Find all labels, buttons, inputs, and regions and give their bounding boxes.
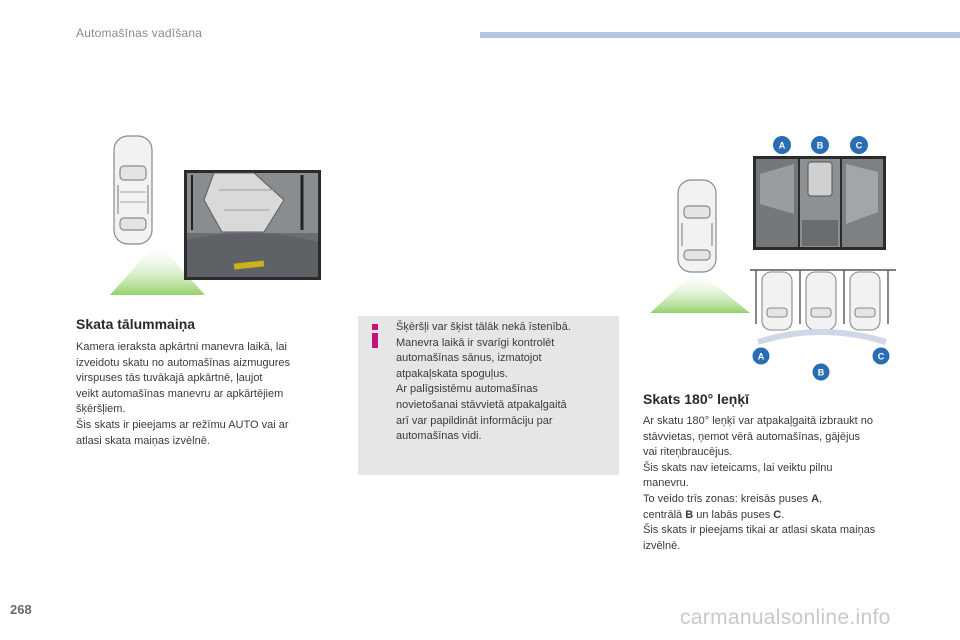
zone-badge-a-bottom [753, 348, 770, 365]
parked-car-center [806, 272, 836, 330]
parked-car-right [850, 272, 880, 330]
view-180-section-title: Skats 180° leņķī [643, 391, 749, 407]
paragraph-line: Šis skats nav ieteicams, lai veiktu pilnu [643, 461, 833, 474]
watermark: carmanualsonline.info [680, 606, 891, 629]
parked-car-left [762, 272, 792, 330]
info-note-text: Šķēršļi var šķist tālāk nekā īstenībā. Manevra laikā ir svarīgi kontrolēt automašīnas sānus, izmatojot atpakaļskata spoguļus. Ar palīgsistēmu automašīnas novietošanai stāvvietā atpakaļgaitā arī var papildināt informāciju par automašīnas vidi. [396, 321, 571, 443]
info-icon [368, 324, 382, 348]
zone-label-b: B [816, 140, 824, 151]
zone-badge-c [850, 136, 868, 154]
camera-zone-180 [650, 270, 750, 313]
panorama-screen [748, 134, 888, 252]
zone-c-ref: C [773, 508, 782, 521]
zone-badge-b-bottom [813, 364, 830, 381]
zone-b-ref: B [685, 508, 694, 521]
parking-zones-diagram [748, 262, 898, 384]
paragraph-line: centrālā [643, 508, 686, 521]
zone-badge-c-bottom [873, 348, 890, 365]
paragraph-line: un labās puses [693, 508, 774, 521]
car-top-view-icon [114, 136, 152, 244]
zoom-section-title: Skata tālummaiņa [76, 316, 196, 332]
header-title: Automašīnas vadīšana [76, 26, 203, 40]
zone-label-c: C [855, 140, 863, 151]
paragraph-line: stāvvietas, ņemot vērā automašīnas, gājējus [643, 430, 861, 443]
car-top-view-icon [678, 180, 716, 272]
zone-label-b-bottom: B [817, 367, 825, 378]
zone-label-a-bottom: A [757, 351, 765, 362]
paragraph-line: Šis skats ir pieejams tikai ar atlasi skata maiņas [643, 524, 876, 537]
view-180-section-paragraph [643, 414, 923, 554]
paragraph-line: . [781, 508, 785, 521]
paragraph-line: manevru. [643, 477, 689, 490]
paragraph-line: , [819, 492, 823, 505]
page-number: 268 [10, 602, 32, 617]
zone-badge-a [773, 136, 791, 154]
zone-badge-b [811, 136, 829, 154]
paragraph-line: Ar skatu 180° leņķī var atpakaļgaitā izbraukt no [643, 415, 874, 427]
paragraph-line: To veido trīs zonas: kreisās puses [643, 492, 812, 505]
zone-label-c-bottom: C [877, 351, 885, 362]
zoom-section-paragraph: Kamera ieraksta apkārtni manevra laikā, lai izveidotu skatu no automašīnas aizmugures virspuses tās tuvākajā apkārtnē, ļaujot veikt automašīnas manevru ar apkārtējiem šķēršļiem. Šis skats ir pieejams ar režīmu AUTO vai ar atlasi skata maiņas izvēlnē. [76, 341, 291, 447]
zone-label-a: A [778, 140, 786, 151]
header-accent-bar [480, 32, 960, 38]
zone-a-ref: A [811, 492, 820, 505]
paragraph-line: vai riteņbraucējus. [643, 446, 733, 459]
paragraph-line: izvēlnē. [643, 539, 681, 552]
info-note-box [358, 316, 619, 475]
zoom-view-screen [184, 170, 321, 280]
